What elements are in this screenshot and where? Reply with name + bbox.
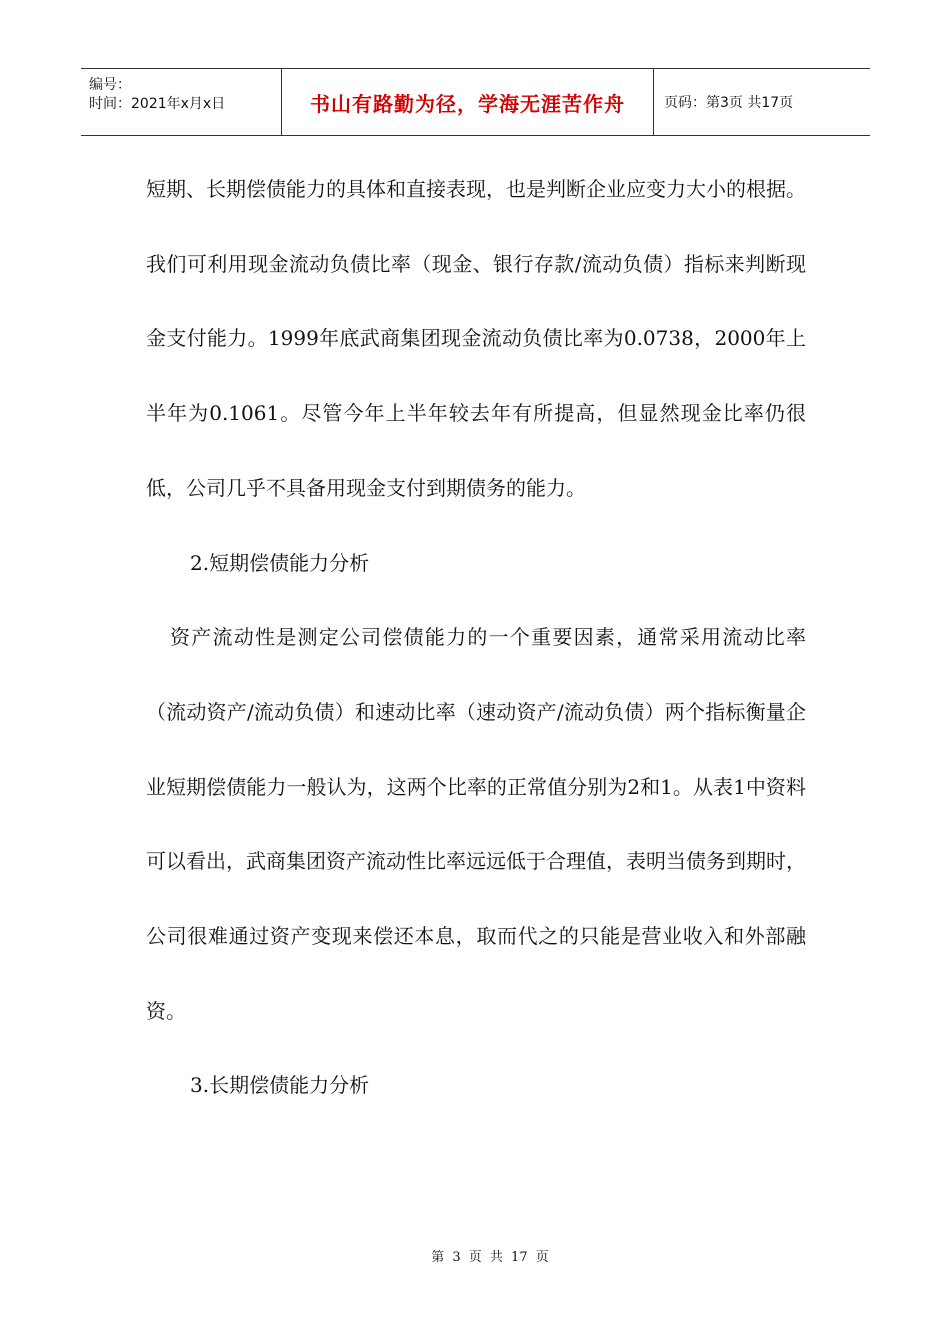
header-motto-cell [282,69,654,135]
document-body [146,152,806,1123]
document-number-label: 编号： [89,77,131,93]
section-heading: 3.长期偿债能力分析 [190,1073,370,1098]
page-footer: 第 3 页 共 17 页 [431,1250,549,1265]
header-page-cell [654,69,870,135]
header-meta-cell [81,69,282,135]
header-page-info: 页码：第3页 共17页 [664,95,794,111]
section-heading: 2.短期偿债能力分析 [190,550,370,575]
header-motto: 书山有路勤为径，学海无涯苦作舟 [310,91,625,116]
document-time-label: 时间：2021年x月x日 [89,96,226,112]
body-paragraph: 资产流动性是测定公司偿债能力的一个重要因素，通常采用流动比率（流动资产/流动负债）和速动比率（速动资产/流动负债）两个指标衡量企业短期偿债能力一般认为，这两个比率的正常值分别为2和1。从表1中资料可以看出，武商集团资产流动性比率远远低于合理值，表明当债务到期时，公司很难通过资产变现来偿还本息，取而代之的只能是营业收入和外部融资。 [146,625,806,1023]
document-header [81,68,870,136]
body-paragraph: 短期、长期偿债能力的具体和直接表现，也是判断企业应变力大小的根据。我们可利用现金流动负债比率（现金、银行存款/流动负债）指标来判断现金支付能力。1999年底武商集团现金流动负债比率为0.0738，2000年上半年为0.1061。尽管今年上半年较去年有所提高，但显然现金比率仍很低，公司几乎不具备用现金支付到期债务的能力。 [146,177,806,500]
